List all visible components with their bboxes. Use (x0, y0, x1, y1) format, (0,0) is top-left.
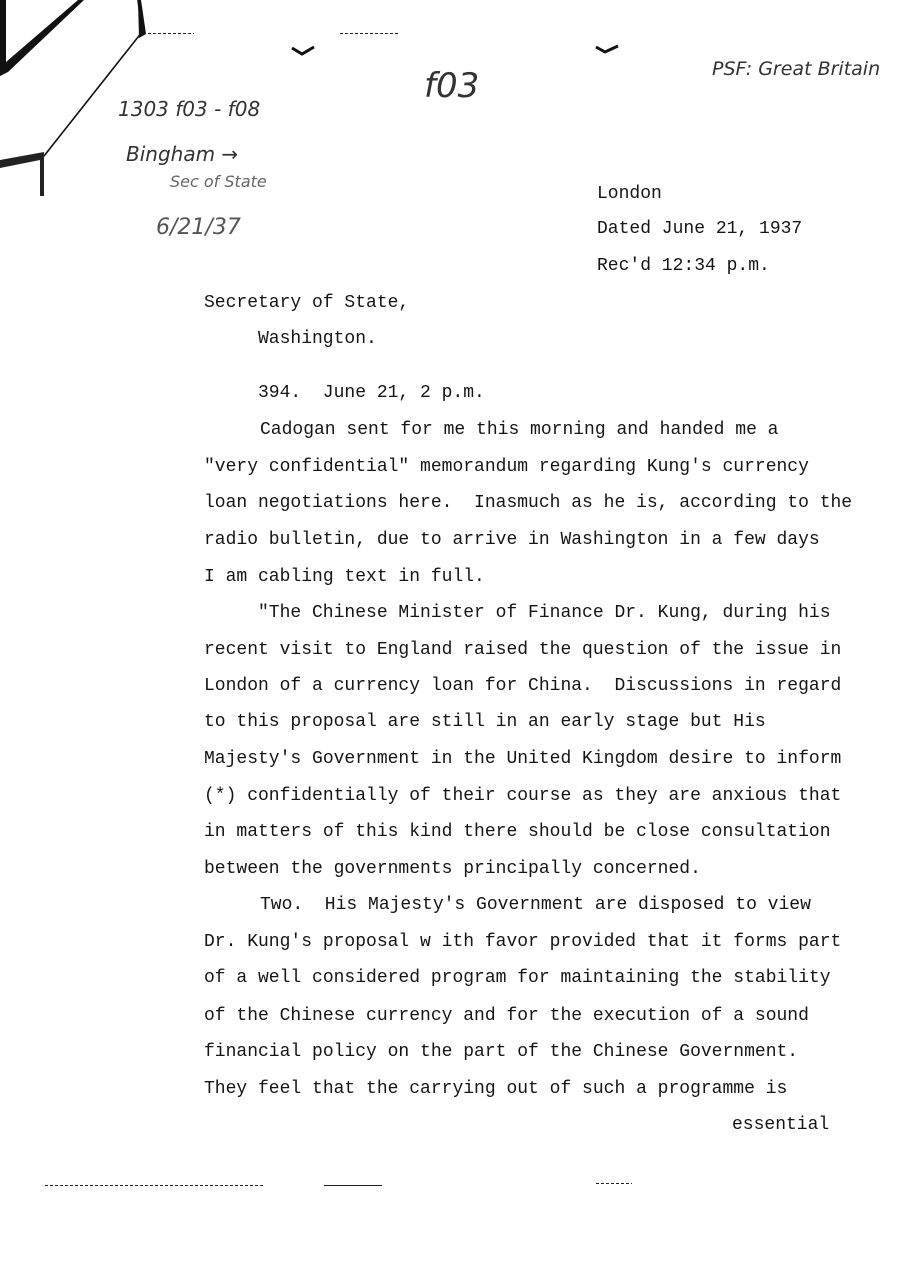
address-line1: Secretary of State, (204, 293, 410, 313)
header-dated: Dated June 21, 1937 (597, 219, 803, 239)
body-line: "very confidential" memorandum regarding Kung's currency (204, 457, 809, 477)
body-line: They feel that the carrying out of such a programme is (204, 1079, 788, 1099)
header-received: Rec'd 12:34 p.m. (597, 256, 770, 276)
scan-artifact-line (148, 33, 194, 34)
body-line: Two. His Majesty's Government are disposed to view (260, 895, 811, 915)
body-line: to this proposal are still in an early stage but His (204, 712, 766, 732)
body-line: financial policy on the part of the Chinese Government. (204, 1042, 799, 1062)
scan-artifact-line (340, 33, 400, 34)
body-line: Cadogan sent for me this morning and handed me a (260, 420, 779, 440)
body-line: loan negotiations here. Inasmuch as he is, according to the (204, 493, 853, 513)
routing-annotation-line1: Bingham → (126, 142, 239, 166)
address-line2: Washington. (258, 329, 377, 349)
body-line: of a well considered program for maintaining the stability (204, 968, 831, 988)
body-line: radio bulletin, due to arrive in Washington in a few days (204, 530, 820, 550)
scan-artifact-line (596, 1183, 632, 1184)
body-line: "The Chinese Minister of Finance Dr. Kung, during his (258, 603, 831, 623)
body-line: between the governments principally concerned. (204, 859, 701, 879)
telegram-reference: 394. June 21, 2 p.m. (258, 383, 485, 403)
routing-annotation-line2: Sec of State (170, 172, 267, 191)
date-annotation: 6/21/37 (156, 215, 241, 240)
body-line: London of a currency loan for China. Discussions in regard (204, 676, 842, 696)
file-number-annotation: 1303 f03 - f08 (118, 97, 261, 121)
header-place: London (597, 184, 662, 204)
body-line: Dr. Kung's proposal w ith favor provided that it forms part (204, 932, 842, 952)
body-line: Majesty's Government in the United Kingdom desire to inform (204, 749, 842, 769)
check-mark-icon (594, 44, 620, 56)
body-line: in matters of this kind there should be close consultation (204, 822, 831, 842)
body-line: recent visit to England raised the question of the issue in (204, 640, 842, 660)
check-mark-icon (290, 45, 316, 57)
body-line: of the Chinese currency and for the execution of a sound (204, 1006, 809, 1026)
page-mark-annotation: f03 (424, 66, 480, 106)
catchword: essential (732, 1115, 830, 1135)
body-line: I am cabling text in full. (204, 567, 485, 587)
scan-artifact-line (45, 1185, 265, 1186)
body-line: (*) confidentially of their course as they are anxious that (204, 786, 842, 806)
scan-artifact-line (324, 1185, 382, 1186)
psf-annotation: PSF: Great Britain (712, 58, 881, 80)
